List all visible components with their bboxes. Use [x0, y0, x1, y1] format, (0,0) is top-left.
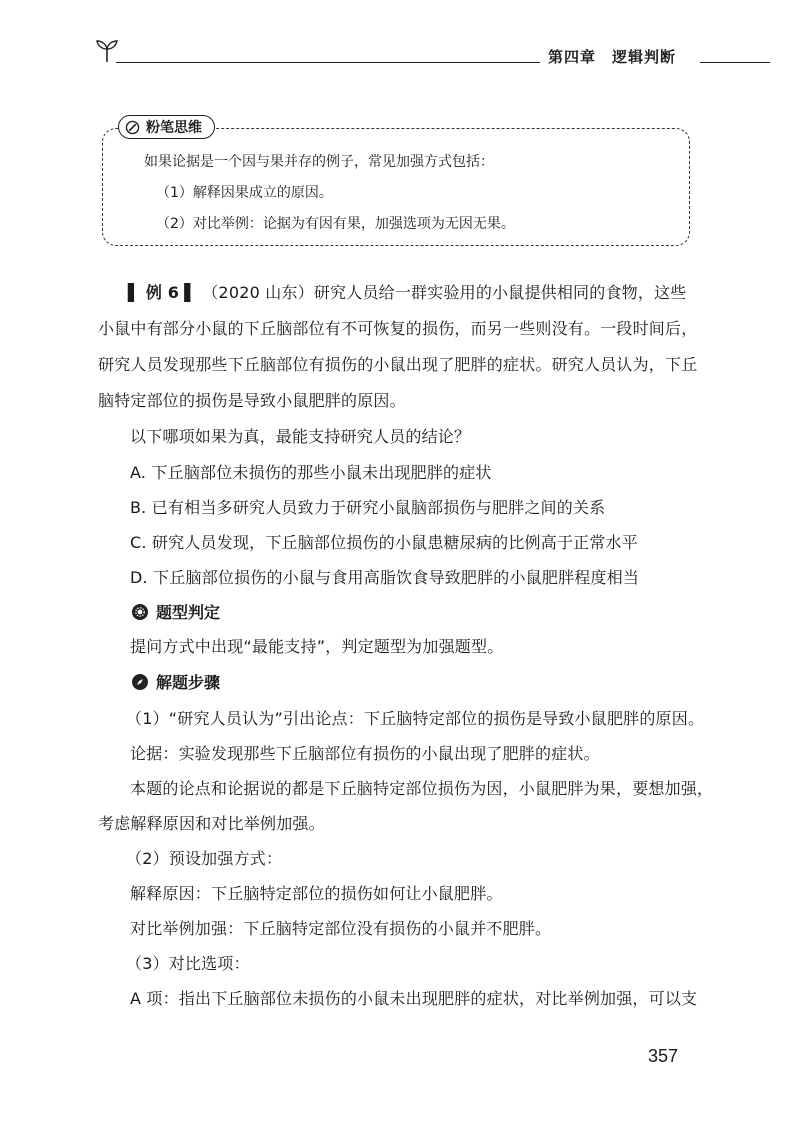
option-a: A. 下丘脑部位未损伤的那些小鼠未出现肥胖的症状: [130, 463, 492, 482]
solution-line: （3）对比选项：: [126, 954, 250, 973]
solution-line: 对比举例加强：下丘脑特定部位没有损伤的小鼠并不肥胖。: [130, 919, 552, 938]
header-title: [548, 46, 692, 67]
option-d: D. 下丘脑部位损伤的小鼠与食用高脂饮食导致肥胖的小鼠肥胖程度相当: [130, 568, 640, 587]
chapter-label: 第四章: [548, 48, 597, 66]
solution-line: （2）预设加强方式：: [126, 849, 283, 868]
chalk-line: （1）解释因果成立的原因。: [156, 185, 333, 201]
pencil-icon: [125, 120, 140, 135]
sprout-icon: [94, 38, 120, 64]
solution-line: 考虑解释原因和对比举例加强。: [98, 814, 325, 833]
chalk-thinking-tag: [118, 115, 215, 139]
chalk-line: 如果论据是一个因与果并存的例子，常见加强方式包括：: [144, 154, 494, 170]
chalk-thinking-label: 粉笔思维: [146, 120, 202, 136]
type-judgment-heading: [132, 600, 220, 623]
example-question: 以下哪项如果为真，最能支持研究人员的结论？: [130, 427, 471, 446]
example-label: 例 6: [145, 283, 180, 302]
page-number: 357: [648, 1046, 679, 1066]
type-judgment-title: 题型判定: [156, 603, 221, 622]
option-b: B. 已有相当多研究人员致力于研究小鼠脑部损伤与肥胖之间的关系: [130, 498, 606, 517]
solution-line: A 项：指出下丘脑部位未损伤的小鼠未出现肥胖的症状，对比举例加强，可以支: [130, 989, 698, 1008]
solution-line: 论据：实验发现那些下丘脑部位有损伤的小鼠出现了肥胖的症状。: [130, 744, 600, 763]
solution-title: 解题步骤: [156, 673, 221, 692]
chapter-title: 逻辑判断: [612, 48, 677, 66]
solution-heading: [132, 670, 220, 693]
example-source: （2020 山东）: [202, 283, 314, 302]
example-stem: 研究人员给一群实验用的小鼠提供相同的食物，这些: [313, 283, 687, 302]
gear-icon: [132, 604, 148, 620]
header-rule-right: [700, 62, 770, 63]
example-stem: 研究人员发现那些下丘脑部位有损伤的小鼠出现了肥胖的症状。研究人员认为，下丘: [98, 355, 698, 374]
option-c: C. 研究人员发现，下丘脑部位损伤的小鼠患糖尿病的比例高于正常水平: [130, 533, 638, 552]
solution-line: （1）“研究人员认为”引出论点：下丘脑特定部位的损伤是导致小鼠肥胖的原因。: [126, 709, 705, 728]
example-marker-right: ▌: [184, 283, 197, 302]
compass-icon: [132, 674, 148, 690]
chalk-line: （2）对比举例：论据为有因有果，加强选项为无因无果。: [156, 216, 515, 232]
example-marker-left: ▌: [128, 283, 141, 302]
solution-line: 解释原因：下丘脑特定部位的损伤如何让小鼠肥胖。: [130, 884, 503, 903]
example-stem-first-line: [128, 280, 686, 303]
type-judgment-text: 提问方式中出现“最能支持”，判定题型为加强题型。: [130, 637, 504, 656]
solution-line: 本题的论点和论据说的都是下丘脑特定部位损伤为因，小鼠肥胖为果，要想加强，: [130, 779, 714, 798]
example-stem: 脑特定部位的损伤是导致小鼠肥胖的原因。: [98, 391, 406, 410]
header-rule-left: [116, 62, 540, 63]
example-stem: 小鼠中有部分小鼠的下丘脑部位有不可恢复的损伤，而另一些则没有。一段时间后，: [98, 319, 698, 338]
